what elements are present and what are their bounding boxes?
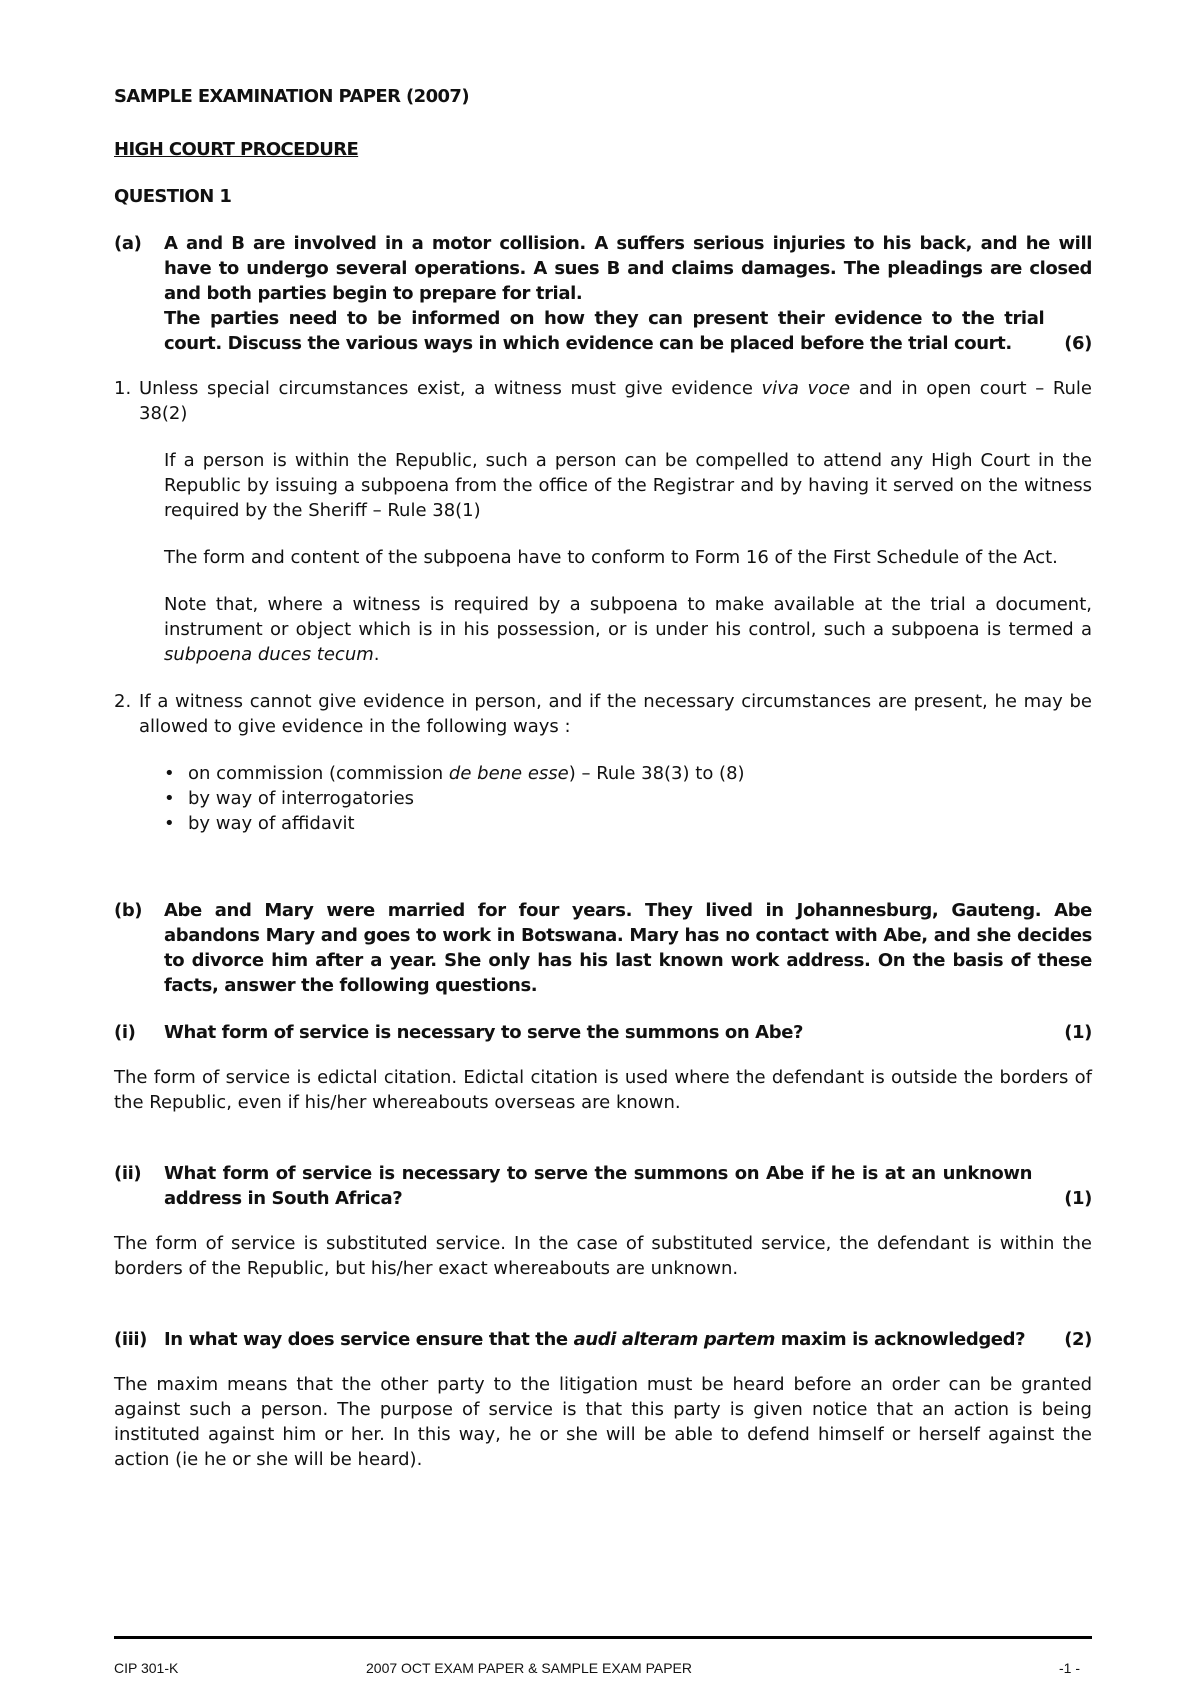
question-b-iii-mark: (2) xyxy=(1064,1329,1092,1350)
bullet-icon: • xyxy=(164,788,175,809)
question-a-text: A and B are involved in a motor collision. A suffers serious injuries to his back, and he will have to undergo several operations. A sues B and claims damages. The pleadings are closed and both parties begin to prepare for trial. xyxy=(164,233,1092,304)
footer-course-code: CIP 301-K xyxy=(114,1660,179,1676)
question-b-ii-label: (ii) xyxy=(114,1163,142,1184)
bullet-1-text: on commission (commission xyxy=(188,763,449,784)
question-b-iii xyxy=(114,1327,1092,1352)
question-a xyxy=(114,231,1092,356)
list-item xyxy=(164,786,1092,811)
q3-text: In what way does service ensure that the xyxy=(164,1329,574,1350)
list-item xyxy=(164,761,1092,786)
q3-text-end: maxim is acknowledged? xyxy=(774,1329,1026,1350)
question-a-mark: (6) xyxy=(1064,333,1092,354)
item-number: 2. xyxy=(114,691,132,712)
answer-b-i: The form of service is edictal citation. Edictal citation is used where the defendant is outside the borders of the Republic, even if his/her whereabouts overseas are known. xyxy=(114,1067,1092,1113)
footer-page-number: -1 - xyxy=(1059,1660,1080,1676)
answer-a-item-1 xyxy=(114,376,1092,426)
exam-page xyxy=(114,84,1092,1472)
question-b-iii-label: (iii) xyxy=(114,1329,147,1350)
item-text xyxy=(139,376,1092,426)
answer-a-para-2: The form and content of the subpoena have to conform to Form 16 of the First Schedule of the Act. xyxy=(164,547,1058,568)
answer-a-para-1: If a person is within the Republic, such a person can be compelled to attend any High Court in the Republic by issuing a subpoena from the office of the Registrar and by having it served on the witness required by the Sheriff – Rule 38(1) xyxy=(164,450,1092,521)
answer-a-item-2 xyxy=(114,689,1092,739)
question-b-i-label: (i) xyxy=(114,1022,136,1043)
question-b-text: Abe and Mary were married for four years. They lived in Johannesburg, Gauteng. Abe abandons Mary and goes to work in Botswana. Mary has no contact with Abe, and she decides to divorce him after a year. She only has his last known work address. On the basis of these facts, answer the following questions. xyxy=(164,900,1092,996)
question-b-ii xyxy=(114,1161,1092,1211)
paper-title: SAMPLE EXAMINATION PAPER (2007) xyxy=(114,86,469,107)
bullet-3-text: by way of affidavit xyxy=(188,813,355,834)
q3-latin: audi alteram partem xyxy=(573,1329,775,1350)
para-3-end: . xyxy=(373,644,380,665)
list-item xyxy=(164,811,1092,836)
evidence-methods-list xyxy=(114,761,1092,836)
question-b-i xyxy=(114,1020,1092,1045)
question-b-i-mark: (1) xyxy=(1064,1022,1092,1043)
question-b-ii-text: What form of service is necessary to serve the summons on Abe if he is at an unknown address in South Africa? xyxy=(164,1163,1032,1209)
bullet-icon: • xyxy=(164,763,175,784)
question-a-label: (a) xyxy=(114,233,142,254)
question-b-iii-text xyxy=(164,1327,1025,1352)
question-b-i-text: What form of service is necessary to serve the summons on Abe? xyxy=(164,1022,804,1043)
answer-a-para-3 xyxy=(164,592,1092,667)
answer-b-ii: The form of service is substituted service. In the case of substituted service, the defendant is within the borders of the Republic, but his/her exact whereabouts are unknown. xyxy=(114,1233,1092,1279)
bullet-1-rule: ) – Rule 38(3) to (8) xyxy=(568,763,745,784)
footer-doc-title: 2007 OCT EXAM PAPER & SAMPLE EXAM PAPER xyxy=(366,1660,693,1676)
question-b-label: (b) xyxy=(114,900,143,921)
item-1-rule: and in open court – Rule 38(2) xyxy=(139,378,1092,424)
item-2-text: If a witness cannot give evidence in person, and if the necessary circumstances are present, he may be allowed to give evidence in the following ways : xyxy=(139,691,1092,737)
para-3-latin: subpoena duces tecum xyxy=(164,644,374,665)
footer-divider xyxy=(114,1636,1092,1639)
bullet-1-latin: de bene esse xyxy=(448,763,569,784)
answer-b-iii: The maxim means that the other party to the litigation must be heard before an order can be granted against such a person. The purpose of service is that this party is given notice that an action is being instituted against him or her. In this way, he or she will be able to defend himself or herself against the action (ie he or she will be heard). xyxy=(114,1374,1092,1470)
subject-heading: HIGH COURT PROCEDURE xyxy=(114,139,359,160)
item-1-latin: viva voce xyxy=(761,378,851,399)
question-b xyxy=(114,898,1092,998)
item-1-text: Unless special circumstances exist, a witness must give evidence xyxy=(139,378,762,399)
question-b-ii-mark: (1) xyxy=(1064,1188,1092,1209)
question-number: QUESTION 1 xyxy=(114,186,232,207)
para-3-text: Note that, where a witness is required by a subpoena to make available at the trial a document, instrument or object which is in his possession, or is under his control, such a subpoena is termed a xyxy=(164,594,1092,640)
bullet-icon: • xyxy=(164,813,175,834)
bullet-2-text: by way of interrogatories xyxy=(188,788,415,809)
item-number: 1. xyxy=(114,378,132,399)
question-a-instruction: The parties need to be informed on how they can present their evidence to the trial court. Discuss the various ways in which evidence can be placed before the trial court. xyxy=(164,308,1045,354)
